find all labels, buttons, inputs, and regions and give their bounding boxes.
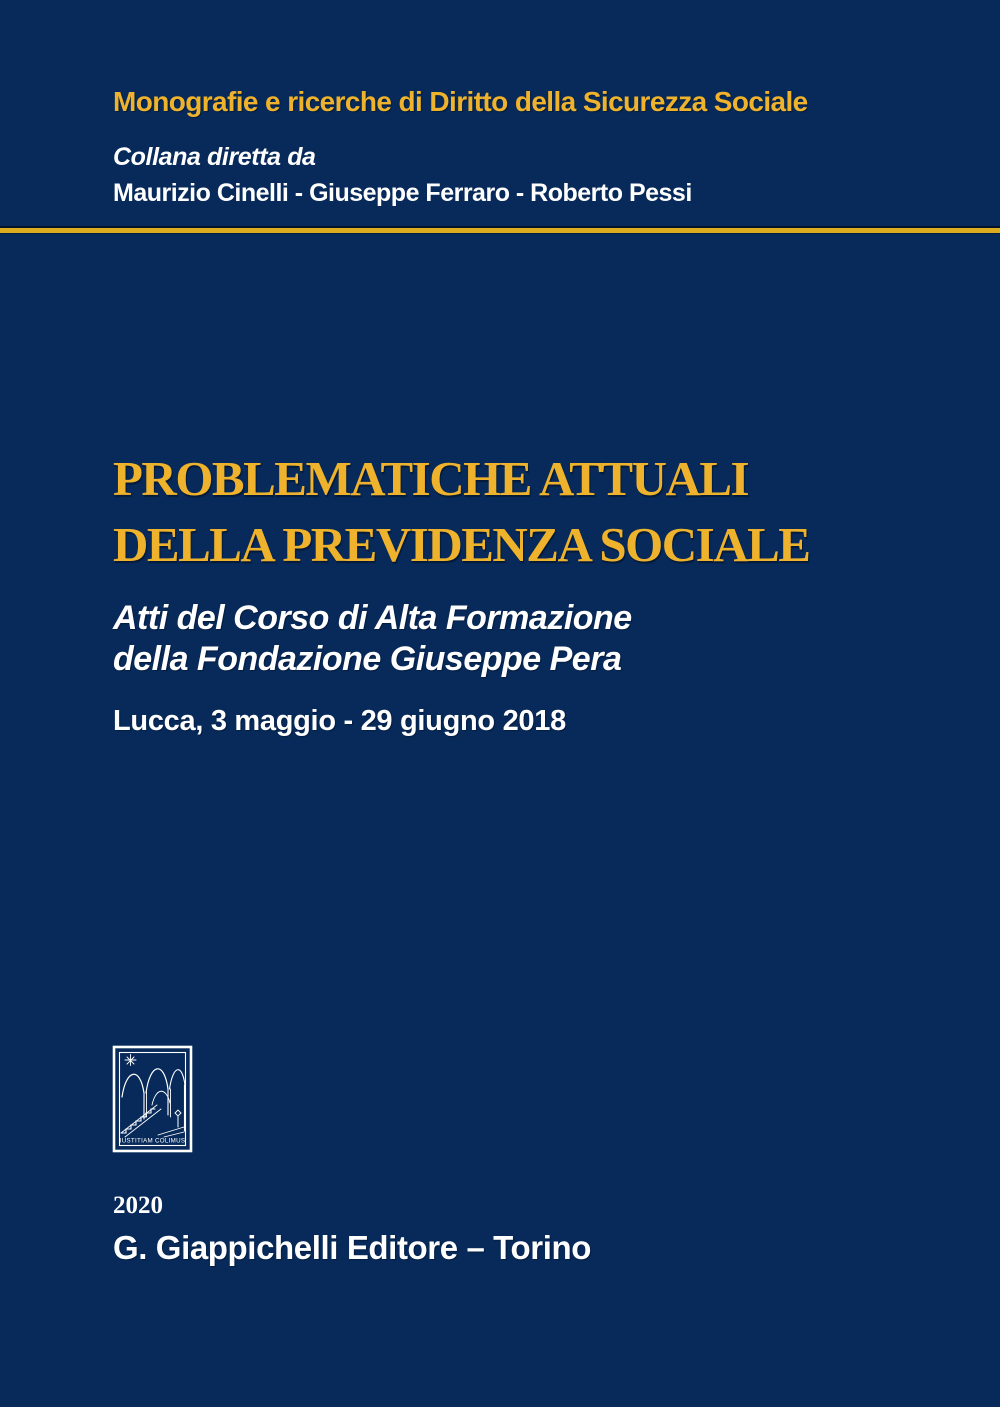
book-subtitle-line2: della Fondazione Giuseppe Pera — [113, 640, 622, 678]
divider-rule — [0, 228, 1000, 233]
publication-year: 2020 — [113, 1192, 163, 1219]
book-subtitle-line1: Atti del Corso di Alta Formazione — [113, 599, 632, 637]
series-editors: Maurizio Cinelli - Giuseppe Ferraro - Roberto Pessi — [113, 179, 692, 207]
book-title-line2: DELLA PREVIDENZA SOCIALE — [113, 517, 810, 572]
event-date: Lucca, 3 maggio - 29 giugno 2018 — [113, 705, 566, 737]
book-title-line1: PROBLEMATICHE ATTUALI — [113, 451, 749, 506]
publisher-name: G. Giappichelli Editore – Torino — [113, 1229, 591, 1266]
series-edited-by-label: Collana diretta da — [113, 143, 316, 171]
publisher-logo-motto: IUSTITIAM COLIMUS — [119, 1137, 186, 1145]
book-title — [113, 446, 809, 578]
publisher-logo-icon — [112, 1045, 193, 1153]
series-title: Monografie e ricerche di Diritto della Sicurezza Sociale — [113, 86, 808, 117]
book-subtitle — [113, 598, 632, 680]
